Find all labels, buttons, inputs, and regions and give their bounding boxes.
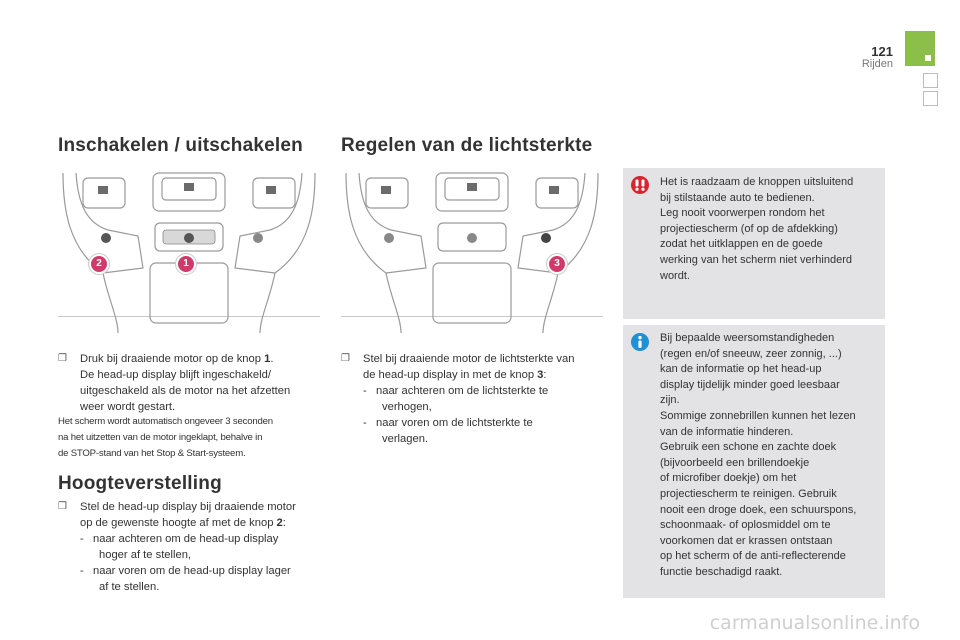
text-line: kan de informatie op het head-up xyxy=(660,363,822,376)
warning-text xyxy=(660,175,882,284)
callout-badge: 1 xyxy=(176,254,196,274)
text-line: naar achteren om de head-up display xyxy=(93,533,279,545)
list-item: - naar achteren om de lichtsterkte te verhogen, xyxy=(363,383,603,415)
text-line: naar voren om de head-up display lager xyxy=(93,565,291,577)
list-item: - naar achteren om de head-up display hoger af te stellen, xyxy=(80,531,328,563)
text-line: display tijdelijk minder goed leesbaar xyxy=(660,378,840,391)
heading-brightness: Regelen van de lichtsterkte xyxy=(341,135,593,156)
bullet-icon: ❐ xyxy=(58,353,67,364)
button-ref: 3 xyxy=(537,369,544,381)
text-line: projectiescherm (of op de afdekking) xyxy=(660,222,838,235)
console-buttons-illustration xyxy=(341,168,603,343)
tab-marker-icon xyxy=(925,55,931,61)
text-line: Gebruik een schone en zachte doek xyxy=(660,441,837,454)
text-line: nooit een droge doek, een schuurspons, xyxy=(660,503,857,516)
chapter-tab-active[interactable] xyxy=(905,31,935,66)
text-line: bij stilstaande auto te bedienen. xyxy=(660,191,815,204)
heading-on-off: Inschakelen / uitschakelen xyxy=(58,135,303,156)
illustration-button-3 xyxy=(341,168,603,317)
text-line: naar voren om de lichtsterkte te xyxy=(376,417,533,429)
text-line: uitgeschakeld als de motor na het afzetten xyxy=(80,385,291,397)
text-line: verlagen. xyxy=(382,433,429,445)
text-line: van de informatie hinderen. xyxy=(660,425,794,438)
text-line: : xyxy=(282,517,286,529)
text-line: zijn. xyxy=(660,394,680,407)
text-line: weer wordt gestart. xyxy=(80,401,176,413)
warning-panel xyxy=(623,168,885,319)
text-line: De head-up display blijft ingeschakeld/ xyxy=(80,369,271,381)
page-number: 121 xyxy=(871,44,893,59)
text-line: Het is raadzaam de knoppen uitsluitend xyxy=(660,176,854,188)
text-line: Stel bij draaiende motor de lichtsterkte van xyxy=(363,353,575,365)
text-line: de STOP-stand van het Stop & Start-systeem. xyxy=(58,448,246,459)
instruction-brightness xyxy=(341,351,603,447)
text-line: wordt. xyxy=(660,269,690,282)
button-ref: 1 xyxy=(264,353,271,365)
text-line: functie beschadigd raakt. xyxy=(660,565,783,578)
info-panel xyxy=(623,325,885,598)
warning-icon xyxy=(631,176,649,194)
section-title: Rijden xyxy=(861,58,893,70)
text-line: Druk bij draaiende motor op de knop xyxy=(80,353,265,365)
list-item: - naar voren om de head-up display lager af te stellen. xyxy=(80,563,328,595)
text-line: af te stellen. xyxy=(99,581,160,593)
button-ref: 2 xyxy=(276,517,283,529)
text-line: . xyxy=(270,353,274,365)
bullet-icon: ❐ xyxy=(58,501,67,512)
callout-badge: 3 xyxy=(547,254,567,274)
list-item: - naar voren om de lichtsterkte te verlagen. xyxy=(363,415,603,447)
chapter-tab[interactable] xyxy=(923,73,938,88)
text-line: werking van het scherm niet verhinderd xyxy=(660,253,852,266)
text-line: zodat het uitklappen en de goede xyxy=(660,238,823,251)
text-line: schoonmaak- of oplosmiddel om te xyxy=(660,519,831,532)
text-line: Leg nooit voorwerpen rondom het xyxy=(660,207,825,220)
illustration-buttons-1-2 xyxy=(58,168,320,317)
text-line: naar achteren om de lichtsterkte te xyxy=(376,385,549,397)
text-line: de head-up display in met de knop xyxy=(363,369,538,381)
text-line: Bij bepaalde weersomstandigheden xyxy=(660,332,835,344)
auto-fold-note xyxy=(58,414,328,462)
watermark: carmanualsonline.info xyxy=(709,612,920,634)
instruction-height xyxy=(58,499,328,595)
heading-height: Hoogteverstelling xyxy=(58,473,222,494)
info-icon xyxy=(631,333,649,351)
text-line: op de gewenste hoogte af met de knop xyxy=(80,517,277,529)
text-line: (regen en/of sneeuw, zeer zonnig, ...) xyxy=(660,347,842,360)
bullet-icon: ❐ xyxy=(341,353,350,364)
text-line: projectiescherm te reinigen. Gebruik xyxy=(660,487,837,500)
text-line: Sommige zonnebrillen kunnen het lezen xyxy=(660,409,856,422)
text-line: na het uitzetten van de motor ingeklapt, behalve in xyxy=(58,432,263,443)
callout-badge: 2 xyxy=(89,254,109,274)
text-line: hoger af te stellen, xyxy=(99,549,192,561)
text-line: Het scherm wordt automatisch ongeveer 3 seconden xyxy=(58,416,273,427)
text-line: voorkomen dat er krassen ontstaan xyxy=(660,534,833,547)
instruction-onoff xyxy=(58,351,328,415)
chapter-tab[interactable] xyxy=(923,91,938,106)
text-line: (bijvoorbeeld een brillendoekje xyxy=(660,456,810,469)
text-line: verhogen, xyxy=(382,401,432,413)
text-line: Stel de head-up display bij draaiende motor xyxy=(80,501,296,513)
text-line: : xyxy=(543,369,547,381)
text-line: of microfiber doekje) om het xyxy=(660,472,797,485)
text-line: op het scherm of de anti-reflecterende xyxy=(660,550,846,563)
info-text xyxy=(660,331,882,581)
